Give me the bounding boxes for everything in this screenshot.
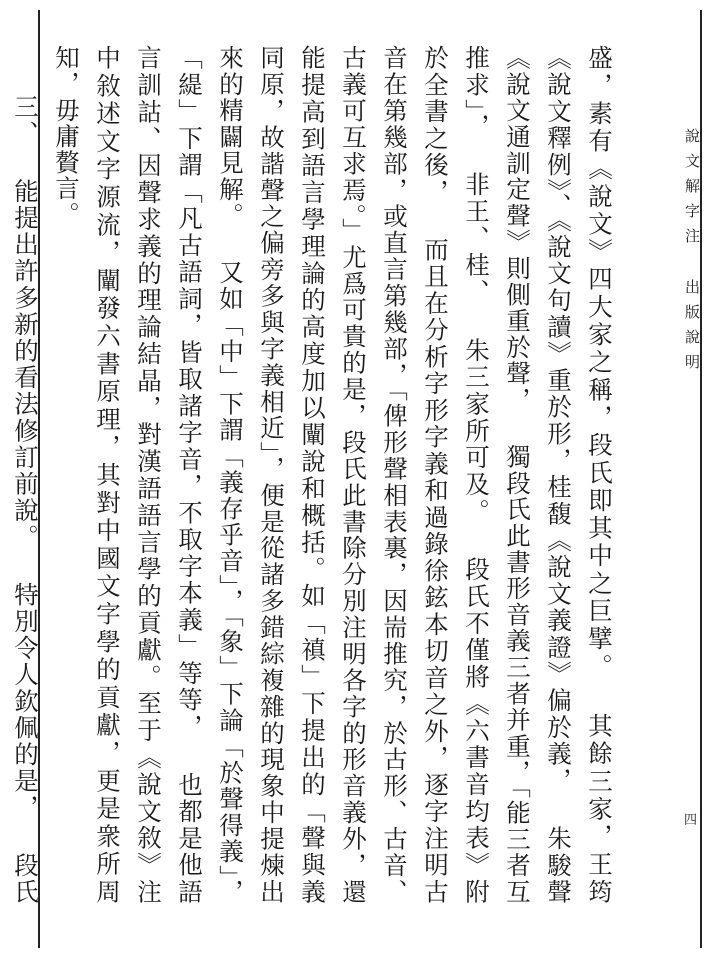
body-text: [11, 45, 620, 905]
page-top-edge: [0, 0, 719, 10]
paragraph-2: 三、 能提出許多新的看法修訂前說。 特別令人欽佩的是， 段氏: [11, 94, 40, 905]
page-bottom-edge: [0, 948, 719, 960]
book-title: 說文解字注: [683, 128, 701, 253]
page-number: 四: [683, 813, 697, 828]
section-title: 出版說明: [683, 279, 701, 379]
paragraph-1: 盛，素有《說文》四大家之稱，段氏即其中之巨擘。 其餘三家，王筠《說文釋例》、《說文句讀》重於形，桂馥《說文義證》偏於義， 朱駿聲《說文通訓定聲》則側重於聲， 獨段氏此書形音義三者并重，「能三者互推求」， 非王、桂、 朱三家所可及。 段氏不僅將《六書音均表》附於全書之後， 而且在分析字形字義和過錄徐鉉本切音之外，逐字注明古音在第幾部，或直言第幾部，「俾形聲相表裏，因耑推究，於古形、古音、古義可互求焉。」尤爲可貴的是，段氏此書除分別注明各字的形音義外，還能提高到語言學理論的高度加以闡說和概括。如「禛」下提出的「聲與義同原，故諧聲之偏旁多與字義相近」，便是從諸多錯綜複雜的現象中提煉出來的精闢見解。 又如「中」下謂「義存乎音」，「象」下論「於聲得義」，「緹」下謂「凡古語詞，皆取諸字音，不取字本義」等等， 也都是他語言訓詁、因聲求義的理論結晶，對漢語語言學的貢獻。至于《說文敘》注中敘述文字源流，闡發六書原理，其對中國文字學的貢獻，更是衆所周知，毋庸贅言。: [52, 45, 614, 905]
running-head: [682, 128, 703, 379]
